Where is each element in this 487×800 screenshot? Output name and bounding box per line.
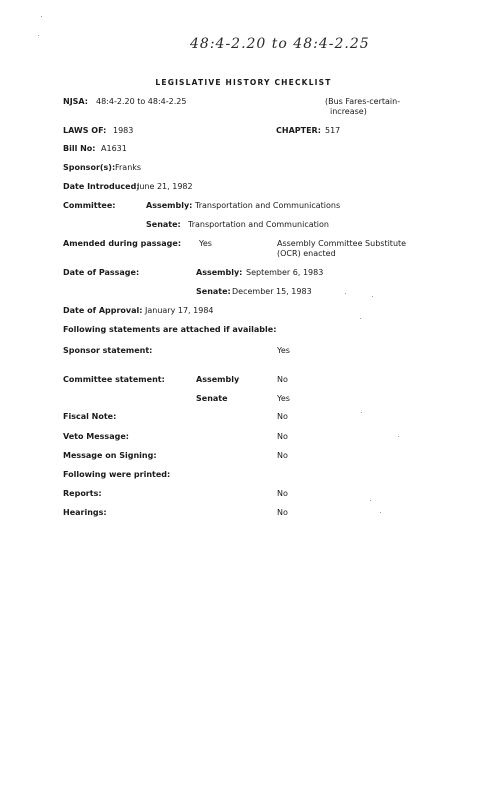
printed-heading: Following were printed: (63, 470, 171, 479)
scan-speck (360, 318, 361, 319)
chapter-label: CHAPTER: (276, 126, 321, 135)
date-of-approval-label: Date of Approval: (63, 306, 143, 315)
reports-label: Reports: (63, 489, 102, 498)
message-on-signing-label: Message on Signing: (63, 451, 157, 460)
committee-assembly-label: Assembly: (146, 201, 193, 210)
message-on-signing-value: No (277, 451, 288, 460)
amended-label: Amended during passage: (63, 239, 182, 248)
scan-speck (398, 436, 399, 437)
sponsors-label: Sponsor(s): (63, 163, 116, 172)
amended-note-line2: (OCR) enacted (277, 249, 336, 258)
page-title: LEGISLATIVE HISTORY CHECKLIST (155, 78, 332, 87)
passage-senate-label: Senate: (196, 287, 231, 296)
laws-of-value: 1983 (113, 126, 134, 135)
njsa-value: 48:4-2.20 to 48:4-2.25 (96, 97, 187, 106)
committee-statement-label: Committee statement: (63, 375, 165, 384)
scan-speck (41, 16, 42, 17)
hearings-label: Hearings: (63, 508, 107, 517)
date-of-passage-label: Date of Passage: (63, 268, 140, 277)
date-introduced-value: June 21, 1982 (137, 182, 193, 191)
sponsors-value: Franks (115, 163, 142, 172)
chapter-value: 517 (325, 126, 341, 135)
njsa-note-line2: increase) (330, 107, 367, 116)
njsa-note-line1: (Bus Fares-certain- (325, 97, 401, 106)
committee-statement-assembly-label: Assembly (196, 375, 240, 384)
hearings-value: No (277, 508, 288, 517)
fiscal-note-value: No (277, 412, 288, 421)
date-introduced-label: Date Introduced: (63, 182, 140, 191)
passage-assembly-value: September 6, 1983 (246, 268, 324, 277)
passage-assembly-label: Assembly: (196, 268, 243, 277)
laws-of-label: LAWS OF: (63, 126, 107, 135)
committee-statement-senate-label: Senate (196, 394, 228, 403)
bill-no-value: A1631 (101, 144, 127, 153)
committee-statement-senate-value: Yes (277, 394, 290, 403)
scan-speck (380, 512, 381, 513)
reports-value: No (277, 489, 288, 498)
date-of-approval-value: January 17, 1984 (145, 306, 214, 315)
sponsor-statement-value: Yes (277, 346, 290, 355)
bill-no-label: Bill No: (63, 144, 96, 153)
scan-speck (345, 293, 346, 294)
scan-speck (372, 296, 373, 297)
amended-value: Yes (199, 239, 212, 248)
committee-assembly-value: Transportation and Communications (195, 201, 341, 210)
scan-speck (370, 500, 371, 501)
committee-senate-label: Senate: (146, 220, 181, 229)
veto-message-label: Veto Message: (63, 432, 129, 441)
amended-note-line1: Assembly Committee Substitute (277, 239, 407, 248)
passage-senate-value: December 15, 1983 (232, 287, 312, 296)
sponsor-statement-label: Sponsor statement: (63, 346, 153, 355)
handwritten-annotation: 48:4-2.20 to 48:4-2.25 (190, 36, 370, 52)
scan-speck (361, 412, 362, 413)
njsa-label: NJSA: (63, 97, 88, 106)
committee-statement-assembly-value: No (277, 375, 288, 384)
scan-speck (38, 35, 39, 36)
fiscal-note-label: Fiscal Note: (63, 412, 117, 421)
committee-label: Committee: (63, 201, 116, 210)
committee-senate-value: Transportation and Communication (188, 220, 329, 229)
veto-message-value: No (277, 432, 288, 441)
attached-heading: Following statements are attached if available: (63, 325, 277, 334)
